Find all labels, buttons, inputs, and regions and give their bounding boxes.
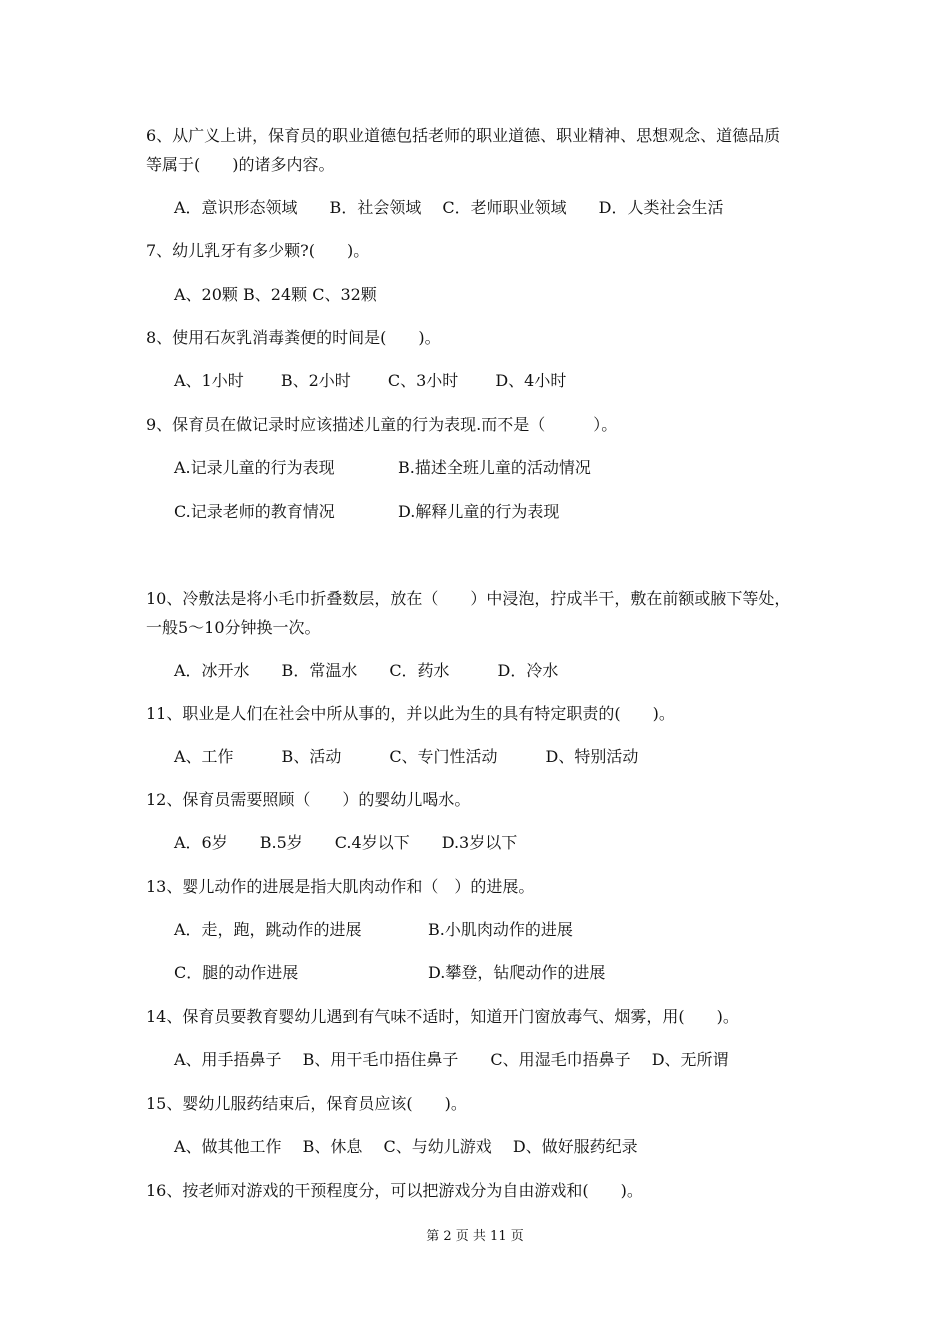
question-13-option-c: C．腿的动作进展 — [174, 963, 299, 982]
question-12-options: A．6岁 B.5岁 C.4岁以下 D.3岁以下 — [174, 833, 518, 852]
question-6-options: A．意识形态领域 B．社会领域 C．老师职业领域 D．人类社会生活 — [174, 198, 724, 217]
question-9: 9、保育员在做记录时应该描述儿童的行为表现.而不是（ ）。 — [146, 415, 618, 434]
page-number-footer: 第 2 页 共 11 页 — [426, 1229, 524, 1244]
question-9-option-a: A.记录儿童的行为表现 — [174, 458, 335, 477]
question-16: 16、按老师对游戏的干预程度分，可以把游戏分为自由游戏和( )。 — [146, 1181, 643, 1200]
question-15: 15、婴幼儿服药结束后，保育员应该( )。 — [146, 1094, 467, 1113]
question-12: 12、保育员需要照顾（ ）的婴幼儿喝水。 — [146, 790, 471, 809]
question-6-line-2: 等属于( )的诸多内容。 — [146, 155, 335, 174]
question-11: 11、职业是人们在社会中所从事的，并以此为生的具有特定职责的( )。 — [146, 704, 675, 723]
question-7-options: A、20颗 B、24颗 C、32颗 — [174, 285, 377, 304]
question-14: 14、保育员要教育婴幼儿遇到有气味不适时，知道开门窗放毒气、烟雾，用( )。 — [146, 1007, 739, 1026]
question-10-line-1: 10、冷敷法是将小毛巾折叠数层，放在（ ）中浸泡，拧成半干，敷在前额或腋下等处， — [146, 589, 791, 608]
question-9-option-c: C.记录老师的教育情况 — [174, 502, 335, 521]
question-13: 13、婴儿动作的进展是指大肌肉动作和（ ）的进展。 — [146, 877, 535, 896]
question-6-line-1: 6、从广义上讲，保育员的职业道德包括老师的职业道德、职业精神、思想观念、道德品质 — [146, 126, 781, 145]
question-15-options: A、做其他工作 B、休息 C、与幼儿游戏 D、做好服药纪录 — [174, 1137, 638, 1156]
question-8-options: A、1小时 B、2小时 C、3小时 D、4小时 — [174, 371, 567, 390]
question-11-options: A、工作 B、活动 C、专门性活动 D、特别活动 — [174, 747, 639, 766]
question-10-line-2: 一般5～10分钟换一次。 — [146, 618, 321, 637]
question-7: 7、幼儿乳牙有多少颗?( )。 — [146, 241, 370, 260]
question-8: 8、使用石灰乳消毒粪便的时间是( )。 — [146, 328, 441, 347]
question-13-option-d: D.攀登，钻爬动作的进展 — [428, 963, 606, 982]
question-14-options: A、用手捂鼻子 B、用干毛巾捂住鼻子 C、用湿毛巾捂鼻子 D、无所谓 — [174, 1050, 729, 1069]
question-9-option-d: D.解释儿童的行为表现 — [398, 502, 560, 521]
question-10-options: A．冰开水 B．常温水 C．药水 D．冷水 — [174, 661, 559, 680]
question-9-option-b: B.描述全班儿童的活动情况 — [398, 458, 591, 477]
question-13-option-a: A．走，跑，跳动作的进展 — [174, 920, 362, 939]
question-13-option-b: B.小肌肉动作的进展 — [428, 920, 573, 939]
